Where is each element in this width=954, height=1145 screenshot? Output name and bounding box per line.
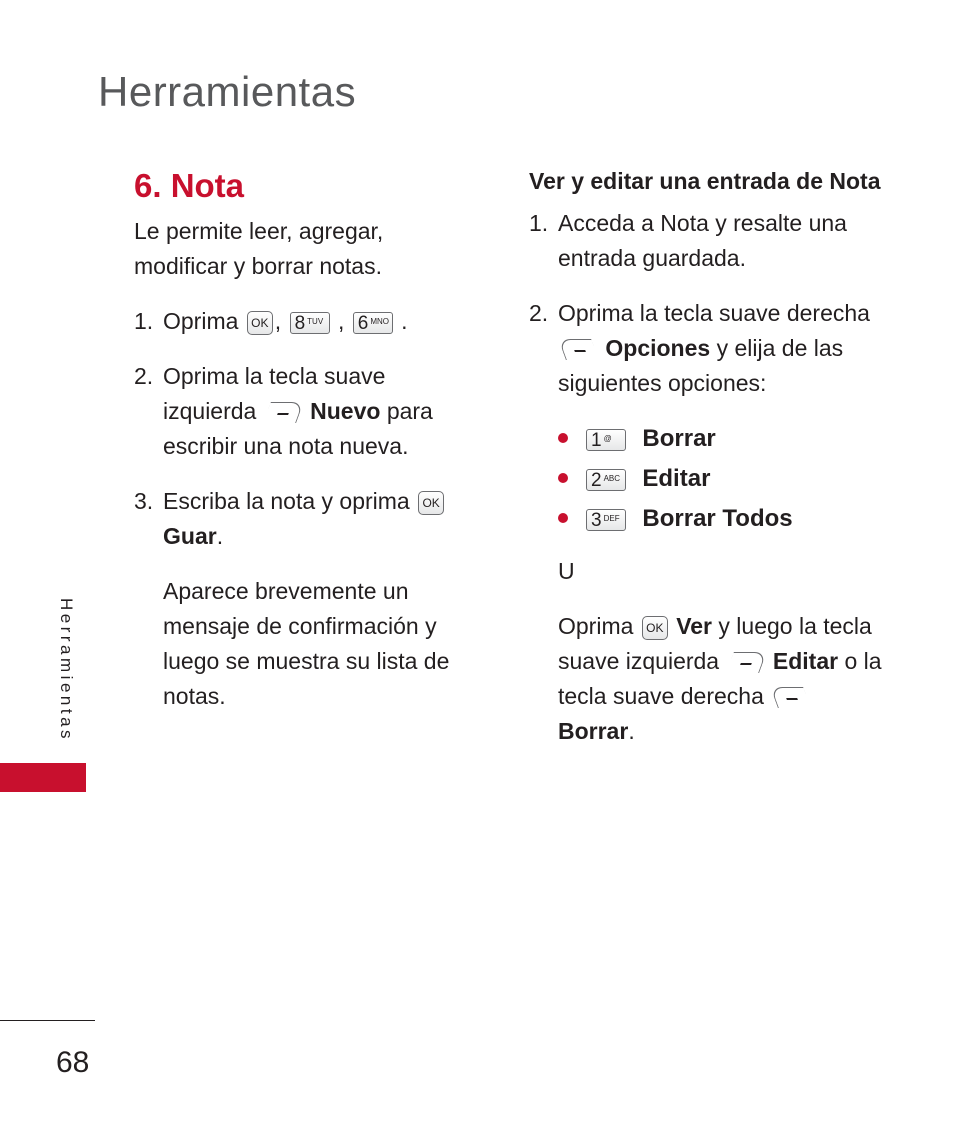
subsection-title: Ver y editar una entrada de Nota — [529, 168, 881, 194]
step-end: . — [401, 308, 408, 334]
step-text: para escribir una nota nueva. — [163, 398, 433, 459]
softkey-label: Ver — [676, 613, 713, 639]
separator: , — [274, 308, 282, 334]
list-item — [558, 461, 889, 496]
confirmation-note: Aparece brevemente un mensaje de confirmación y luego se muestra su lista de notas. — [163, 578, 450, 709]
step-number: 2. — [529, 300, 549, 326]
key-3-icon: 3 $^{DEF}$ — [586, 509, 626, 531]
right-soft-key-icon — [770, 687, 811, 708]
step-1 — [529, 206, 889, 276]
step-2 — [134, 359, 464, 464]
bullet-icon — [558, 513, 568, 523]
step-text: Oprima la tecla suave izquierda — [163, 363, 386, 424]
ok-key-icon: OK — [418, 491, 444, 515]
key-6-icon: 6 $^{MNO}$ — [353, 312, 393, 334]
step-end: . — [628, 718, 635, 744]
step-text: y luego la tecla suave izquierda — [558, 613, 872, 674]
page-number: 68 — [56, 1046, 90, 1079]
list-item — [558, 421, 889, 456]
left-soft-key-icon — [263, 402, 304, 423]
step-number: 2. — [134, 363, 154, 389]
bullet-icon — [558, 473, 568, 483]
step-number: 1. — [529, 210, 549, 236]
or-text: U — [558, 558, 575, 584]
separator: , — [337, 308, 345, 334]
intro-text: Le permite leer, agregar, modificar y borrar notas. — [134, 218, 384, 279]
softkey-label: Opciones — [605, 335, 711, 361]
step-text: Oprima — [558, 613, 634, 639]
bullet-icon — [558, 433, 568, 443]
footer-rule — [0, 1020, 95, 1021]
page-header: Herramientas — [98, 68, 357, 115]
step-text: Oprima — [163, 308, 239, 334]
side-section-label: Herramientas — [57, 598, 76, 743]
option-label: Borrar Todos — [642, 505, 793, 532]
list-item — [558, 501, 889, 536]
key-2-icon: 2 $^{ABC}$ — [586, 469, 626, 491]
options-list — [529, 421, 889, 536]
step-text: y elija de las siguientes opciones: — [558, 335, 844, 396]
right-soft-key-icon — [558, 339, 599, 360]
step-number: 3. — [134, 488, 154, 514]
step-2 — [529, 296, 889, 401]
step-text: o la tecla suave derecha — [558, 648, 882, 709]
step-end: . — [216, 523, 224, 549]
left-soft-key-icon — [726, 652, 767, 673]
option-label: Editar — [642, 465, 711, 492]
step-text: Oprima la tecla suave derecha — [558, 300, 870, 326]
alternative-instruction — [529, 609, 889, 749]
ok-key-icon: OK — [642, 616, 668, 640]
right-column — [529, 166, 889, 749]
step-number: 1. — [134, 308, 154, 334]
softkey-label: Nuevo — [310, 398, 381, 424]
side-section-tab — [0, 763, 86, 792]
step-text: Acceda a Nota y resalte una entrada guardada. — [558, 210, 847, 271]
step-3 — [134, 484, 464, 554]
softkey-label: Guar — [163, 523, 217, 549]
option-label: Borrar — [642, 425, 716, 452]
key-8-icon: 8 $^{TUV}$ — [290, 312, 330, 334]
softkey-label: Borrar — [558, 718, 629, 744]
softkey-label: Editar — [772, 648, 839, 674]
section-title: 6. Nota — [134, 167, 245, 204]
left-column — [134, 166, 464, 714]
ok-key-icon: OK — [247, 311, 273, 335]
step-text: Escriba la nota y oprima — [163, 488, 410, 514]
step-1 — [134, 304, 464, 339]
key-1-icon: 1 @ — [586, 429, 626, 451]
